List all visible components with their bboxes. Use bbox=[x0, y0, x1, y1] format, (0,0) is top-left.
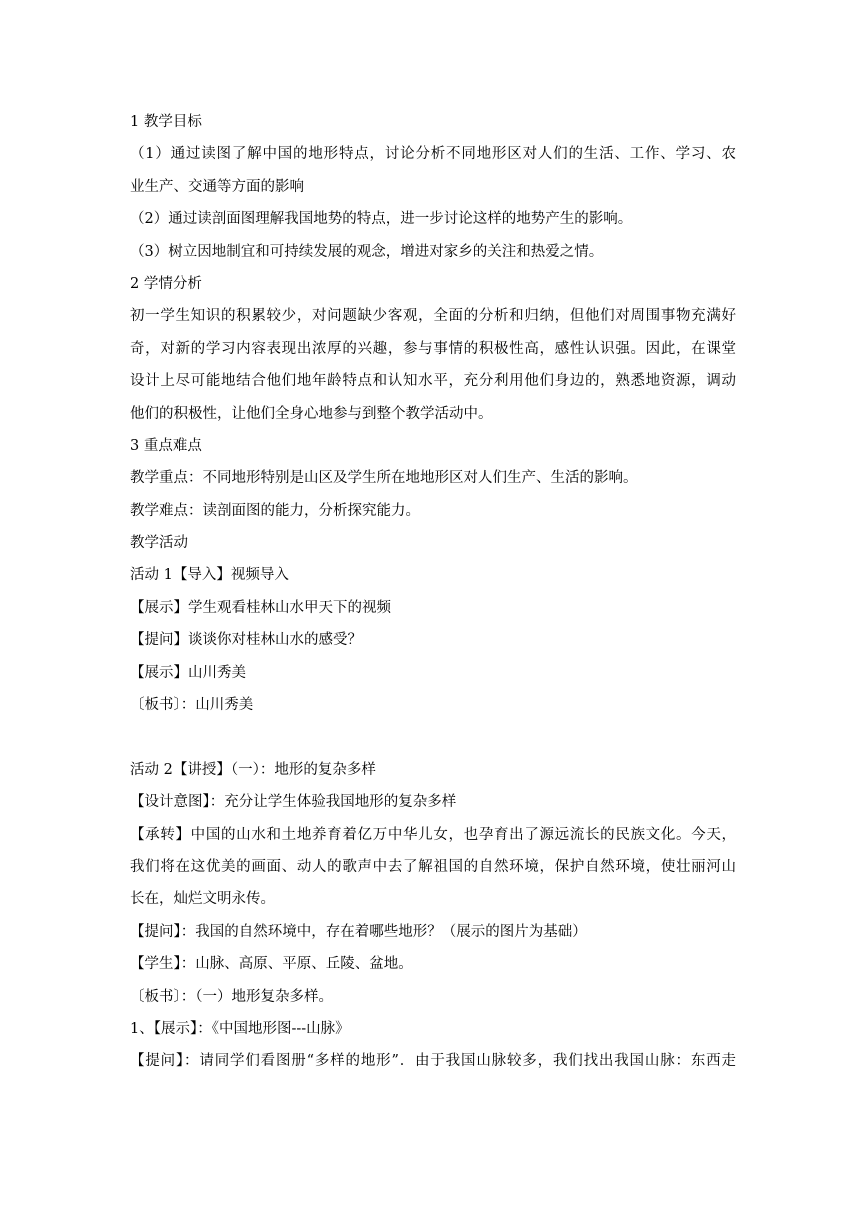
paragraph-line: 【展示】山川秀美 bbox=[130, 664, 246, 681]
paragraph-line: 初一学生知识的积累较少，对问题缺少客观，全面的分析和归纳，但他们对周围事物充满好 bbox=[130, 308, 736, 325]
paragraph-line: （1）通过读图了解中国的地形特点，讨论分析不同地形区对人们的生活、工作、学习、农 bbox=[130, 146, 736, 163]
section-heading-key-points: 3 重点难点 bbox=[130, 437, 202, 454]
paragraph-line: 他们的积极性，让他们全身心地参与到整个教学活动中。 bbox=[130, 405, 493, 422]
paragraph-line: 奇，对新的学习内容表现出浓厚的兴趣，参与事情的积极性高，感性认识强。因此，在课堂 bbox=[130, 340, 736, 357]
paragraph-line: 【提问】：请同学们看图册“多样的地形”．由于我国山脉较多，我们找出我国山脉：东西走 bbox=[130, 1053, 736, 1070]
activity-heading: 活动 1【导入】视频导入 bbox=[130, 567, 289, 584]
activity-heading: 活动 2【讲授】（一）：地形的复杂多样 bbox=[130, 761, 376, 778]
paragraph-line: 教学重点：不同地形特别是山区及学生所在地地形区对人们生产、生活的影响。 bbox=[130, 470, 638, 487]
section-heading-analysis: 2 学情分析 bbox=[130, 275, 202, 292]
paragraph-line: 长在，灿烂文明永传。 bbox=[130, 891, 275, 908]
paragraph-line: 【承转】中国的山水和土地养育着亿万中华儿女，也孕育出了源远流长的民族文化。今天， bbox=[130, 826, 736, 843]
paragraph-line: 【提问】谈谈你对桂林山水的感受？ bbox=[130, 632, 362, 649]
paragraph-line: 〔板书〕：（一）地形复杂多样。 bbox=[130, 988, 333, 1005]
section-heading-objectives: 1 教学目标 bbox=[130, 114, 202, 130]
paragraph-line: 【提问】：我国的自然环境中，存在着哪些地形？（展示的图片为基础） bbox=[130, 923, 587, 940]
paragraph-line: 【展示】学生观看桂林山水甲天下的视频 bbox=[130, 599, 391, 616]
paragraph-line: 设计上尽可能地结合他们地年龄特点和认知水平，充分利用他们身边的，熟悉地资源，调动 bbox=[130, 373, 736, 390]
document-body bbox=[130, 106, 736, 1078]
paragraph-line: 【设计意图】：充分让学生体验我国地形的复杂多样 bbox=[130, 794, 457, 811]
paragraph-line: （2）通过读剖面图理解我国地势的特点，进一步讨论这样的地势产生的影响。 bbox=[130, 211, 633, 228]
paragraph-line: 业生产、交通等方面的影响 bbox=[130, 178, 304, 195]
paragraph-line: 我们将在这优美的画面、动人的歌声中去了解祖国的自然环境，保护自然环境，使壮丽河山 bbox=[130, 858, 736, 875]
section-heading-activities: 教学活动 bbox=[130, 535, 188, 552]
paragraph-line: 1、【展示】：《中国地形图---山脉》 bbox=[130, 1020, 350, 1037]
paragraph-line: 教学难点：读剖面图的能力，分析探究能力。 bbox=[130, 502, 420, 519]
blank-line bbox=[130, 721, 736, 753]
paragraph-line: 【学生】：山脉、高原、平原、丘陵、盆地。 bbox=[130, 956, 413, 973]
paragraph-line: （3）树立因地制宜和可持续发展的观念，增进对家乡的关注和热爱之情。 bbox=[130, 243, 604, 260]
paragraph-line: 〔板书〕：山川秀美 bbox=[130, 697, 254, 714]
